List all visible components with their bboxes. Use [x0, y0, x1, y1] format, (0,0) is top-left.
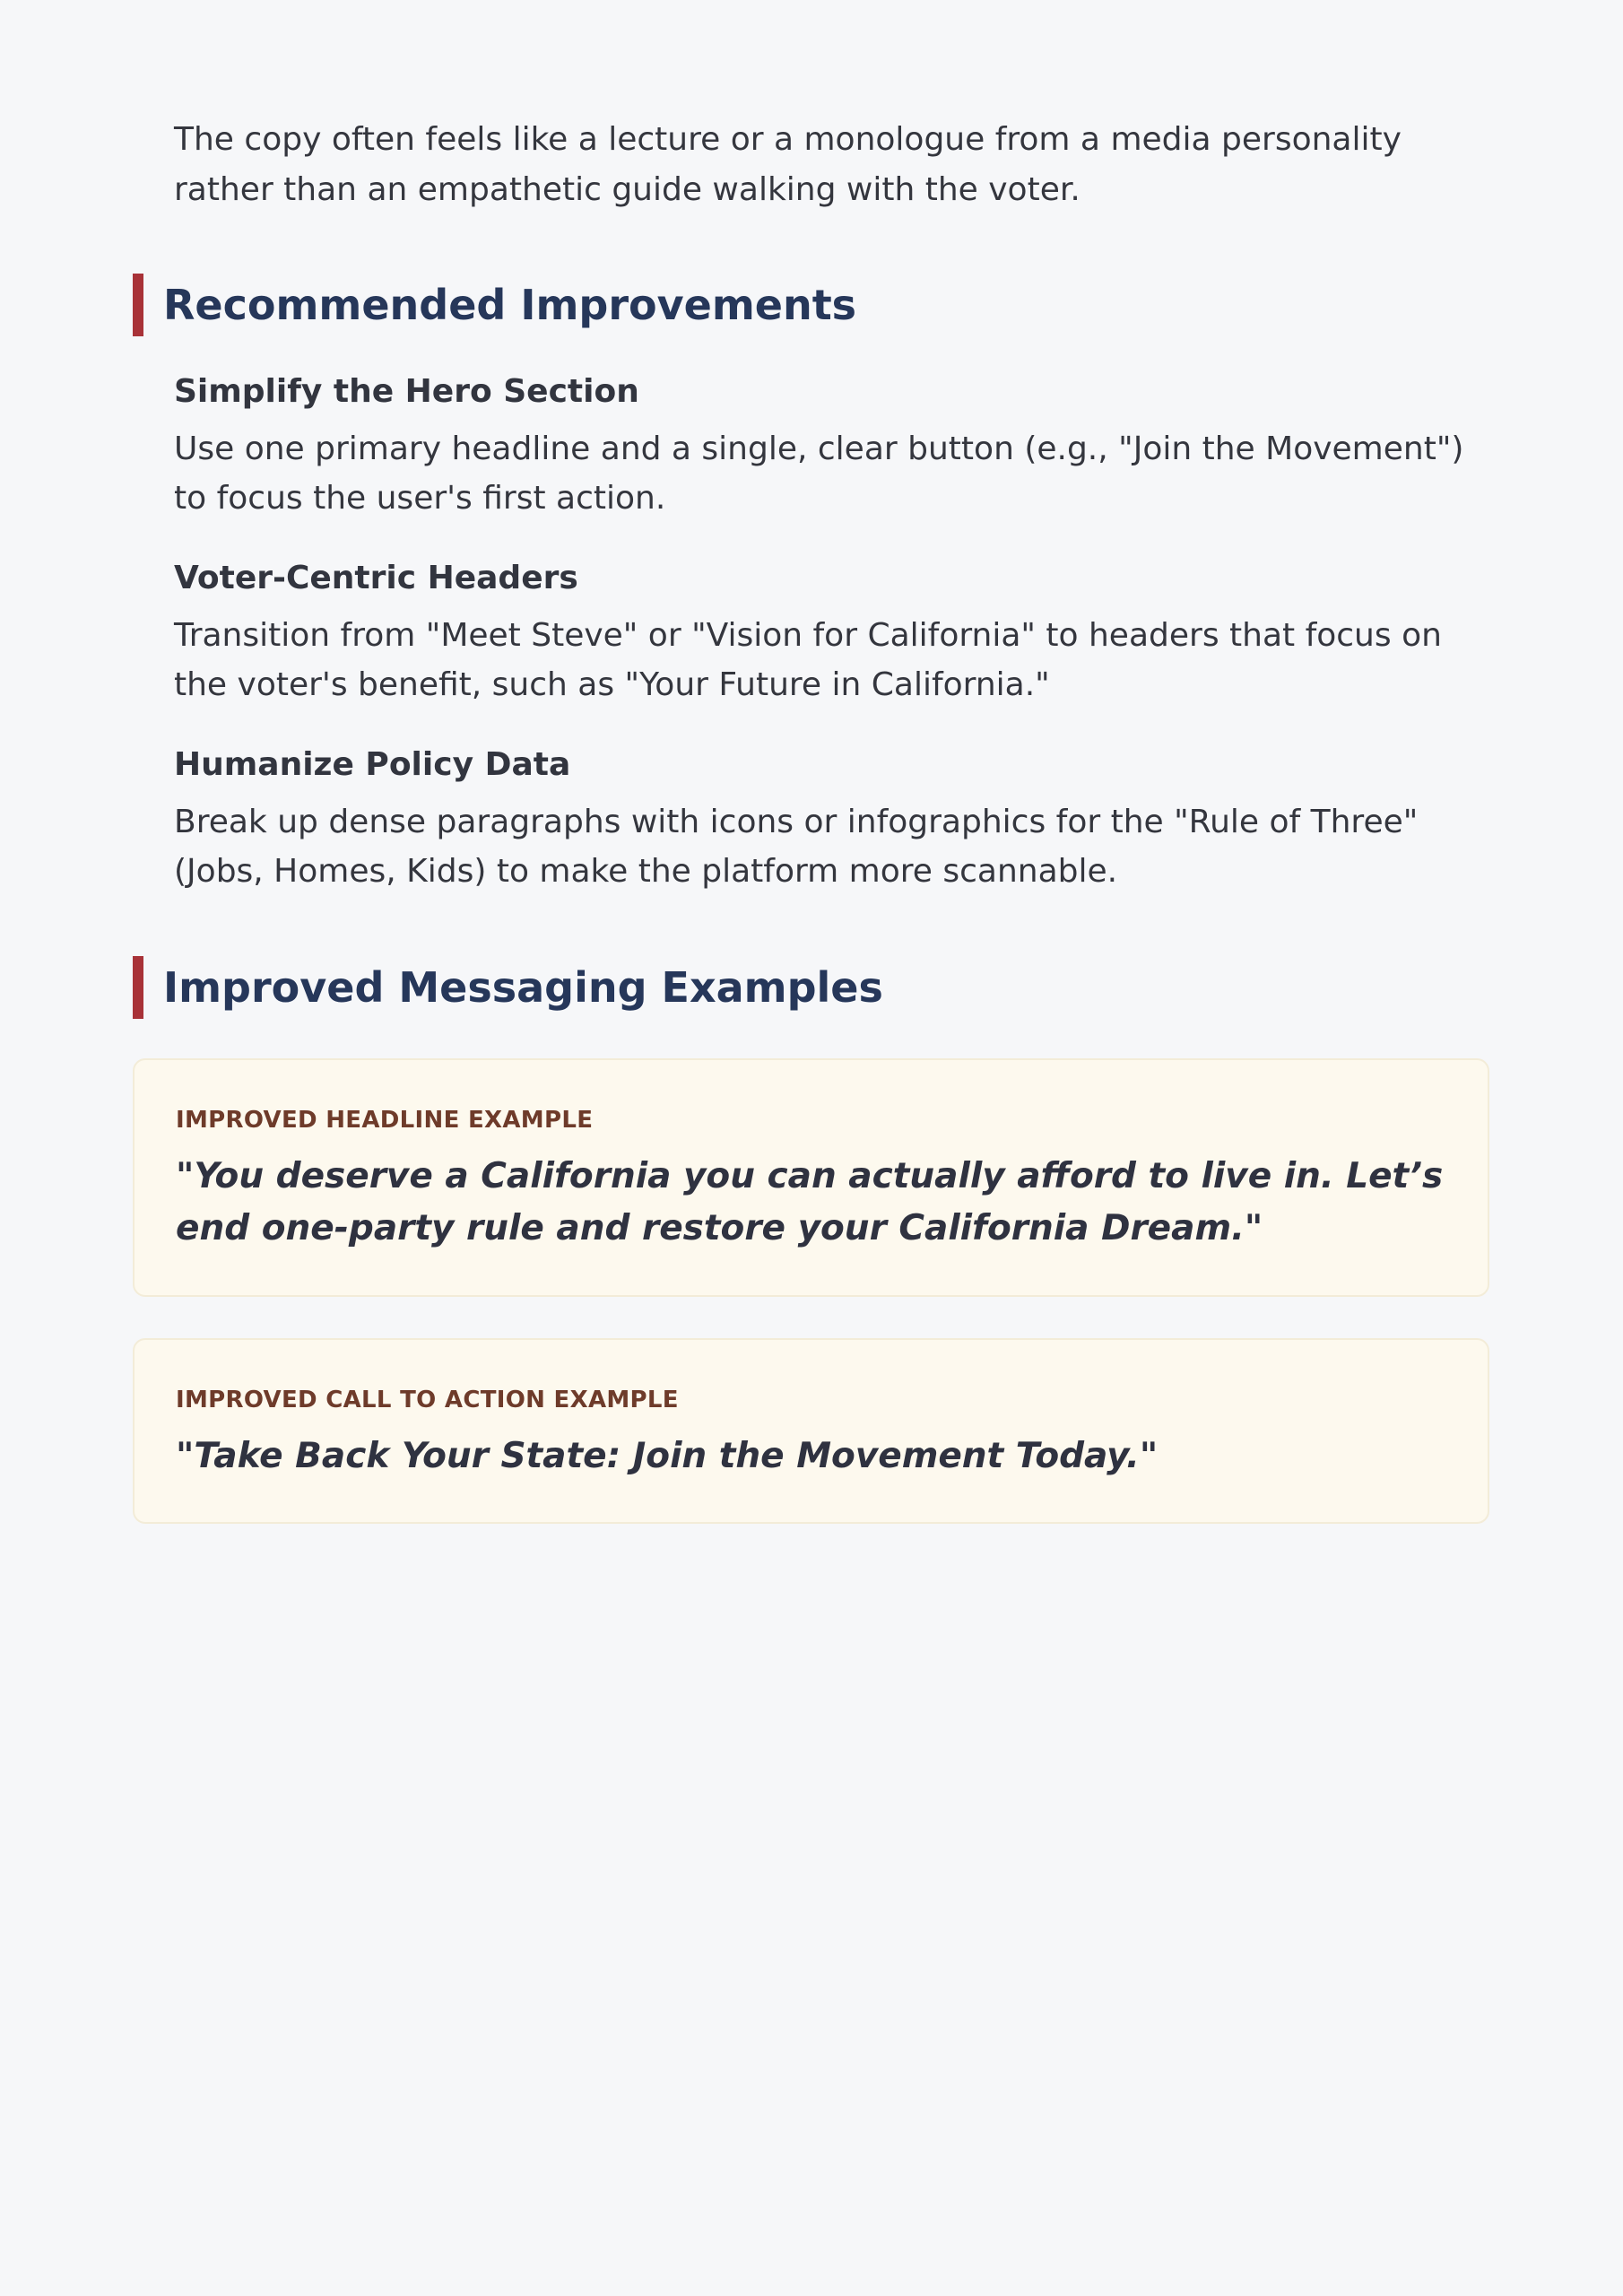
item-body-voter-centric: Transition from "Meet Steve" or "Vision for California" to headers that focus on the voter's benefit, such as "Your Future in California."	[174, 617, 1442, 703]
item-title-simplify-hero: Simplify the Hero Section	[174, 373, 639, 410]
item-body-humanize-policy: Break up dense paragraphs with icons or infographics for the "Rule of Three" (Jobs, Homes, Kids) to make the platform more scannable.	[174, 804, 1419, 890]
example-label-headline: IMPROVED HEADLINE EXAMPLE	[176, 1107, 594, 1134]
item-title-voter-centric: Voter-Centric Headers	[174, 560, 578, 596]
section-heading-recommended: Recommended Improvements	[133, 274, 856, 336]
example-quote-cta: "Take Back Your State: Join the Movement Today."	[176, 1436, 1159, 1476]
example-label-cta: IMPROVED CALL TO ACTION EXAMPLE	[176, 1387, 679, 1413]
example-card-headline	[133, 1058, 1489, 1297]
section-heading-examples: Improved Messaging Examples	[133, 956, 883, 1019]
example-quote-headline: "You deserve a California you can actually afford to live in. Let’s end one-party rule and restore your California Dream."	[176, 1156, 1444, 1248]
intro-paragraph: The copy often feels like a lecture or a monologue from a media personality rather than an empathetic guide walking with the voter.	[174, 121, 1402, 208]
item-title-humanize-policy: Humanize Policy Data	[174, 746, 571, 783]
example-card-cta	[133, 1338, 1489, 1524]
item-body-simplify-hero: Use one primary headline and a single, clear button (e.g., "Join the Movement") to focus the user's first action.	[174, 430, 1464, 517]
